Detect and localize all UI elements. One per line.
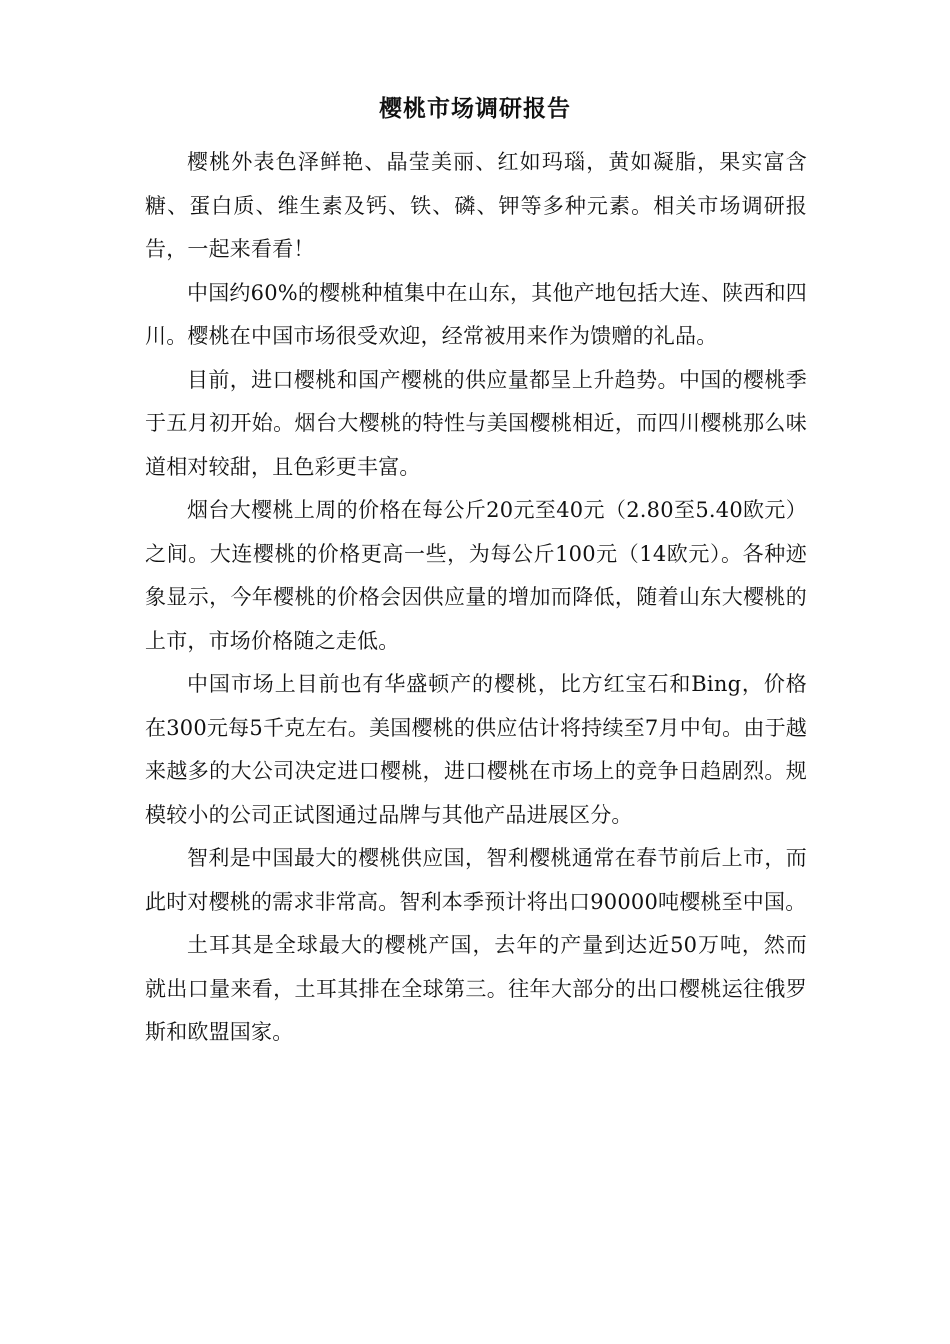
document-title: 樱桃市场调研报告: [379, 95, 571, 122]
paragraph-3: 目前，进口樱桃和国产樱桃的供应量都呈上升趋势。中国的樱桃季于五月初开始。烟台大樱桃的特性与美国樱桃相近，而四川樱桃那么味道相对较甜，且色彩更丰富。: [145, 367, 807, 479]
paragraph-1: 樱桃外表色泽鲜艳、晶莹美丽、红如玛瑙，黄如凝脂，果实富含糖、蛋白质、维生素及钙、铁、磷、钾等多种元素。相关市场调研报告，一起来看看！: [145, 150, 807, 261]
paragraph-4: 烟台大樱桃上周的价格在每公斤20元至40元（2.80至5.40欧元）之间。大连樱桃的价格更高一些，为每公斤100元（14欧元）。各种迹象显示，今年樱桃的价格会因供应量的增加而降低，随着山东大樱桃的上市，市场价格随之走低。: [145, 498, 807, 653]
paragraph-6: 智利是中国最大的樱桃供应国，智利樱桃通常在春节前后上市，而此时对樱桃的需求非常高。智利本季预计将出口90000吨樱桃至中国。: [145, 846, 807, 914]
paragraph-2: 中国约60%的樱桃种植集中在山东，其他产地包括大连、陕西和四川。樱桃在中国市场很受欢迎，经常被用来作为馈赠的礼品。: [145, 280, 807, 348]
paragraph-7: 土耳其是全球最大的樱桃产国，去年的产量到达近50万吨，然而就出口量来看，土耳其排在全球第三。往年大部分的出口樱桃运往俄罗斯和欧盟国家。: [145, 933, 807, 1044]
paragraph-5: 中国市场上目前也有华盛顿产的樱桃，比方红宝石和Bing，价格在300元每5千克左右。美国樱桃的供应估计将持续至7月中旬。由于越来越多的大公司决定进口樱桃，进口樱桃在市场上的竞争日趋剧烈。规模较小的公司正试图通过品牌与其他产品进展区分。: [145, 672, 807, 827]
document-body: [145, 141, 807, 1055]
